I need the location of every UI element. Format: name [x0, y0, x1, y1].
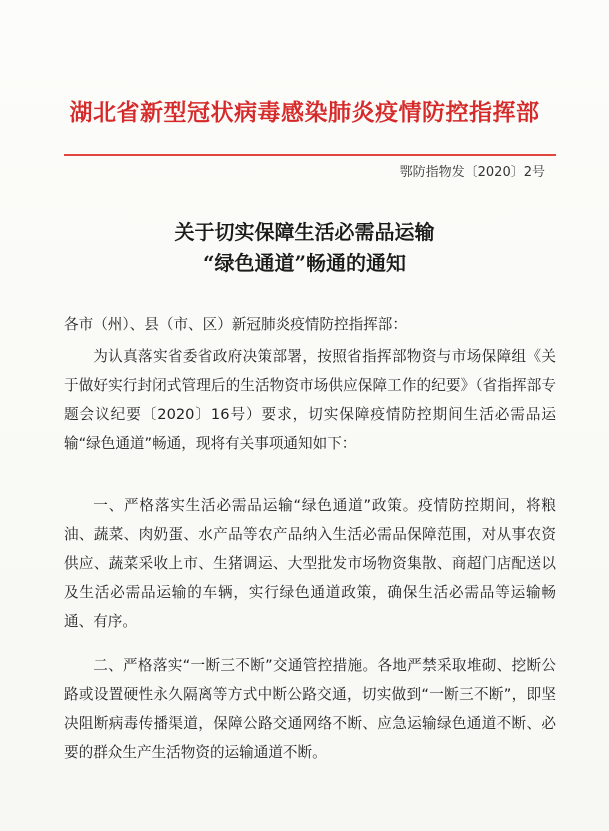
red-header-rule [64, 154, 556, 156]
issuing-organization-header: 湖北省新型冠状病毒感染肺炎疫情防控指挥部 [69, 99, 540, 126]
document-number: 鄂防指物发〔2020〕2号 [399, 165, 545, 180]
document-title-line-1: 关于切实保障生活必需品运输 [174, 220, 435, 244]
body-paragraph-intro: 为认真落实省委省政府决策部署，按照省指挥部物资与市场保障组《关于做好实行封闭式管理后的生活物资市场供应保障工作的纪要》（省指挥部专题会议纪要〔2020〕16号）要求，切实保障疫情防控期间生活必需品运输“绿色通道”畅通，现将有关事项通知如下： [64, 348, 556, 452]
document-title-line-2: “绿色通道”畅通的通知 [202, 251, 406, 275]
addressee-line: 各市（州）、县（市、区）新冠肺炎疫情防控指挥部： [64, 316, 407, 333]
body-paragraph-section-2: 二、严格落实“一断三不断”交通管控措施。各地严禁采取堆砌、挖断公路或设置硬性永久隔离等方式中断公路交通，切实做到“一断三不断”，即坚决阻断病毒传播渠道，保障公路交通网络不断、应急运输绿色通道不断、必要的群众生产生活物资的运输通道不断。 [64, 657, 556, 761]
body-paragraph-section-1: 一、严格落实生活必需品运输“绿色通道”政策。疫情防控期间，将粮油、蔬菜、肉奶蛋、水产品等农产品纳入生活必需品保障范围，对从事农资供应、蔬菜采收上市、生猪调运、大型批发市场物资集散、商超门店配送以及生活必需品运输的车辆，实行绿色通道政策，确保生活必需品等运输畅通、有序。 [64, 497, 556, 630]
